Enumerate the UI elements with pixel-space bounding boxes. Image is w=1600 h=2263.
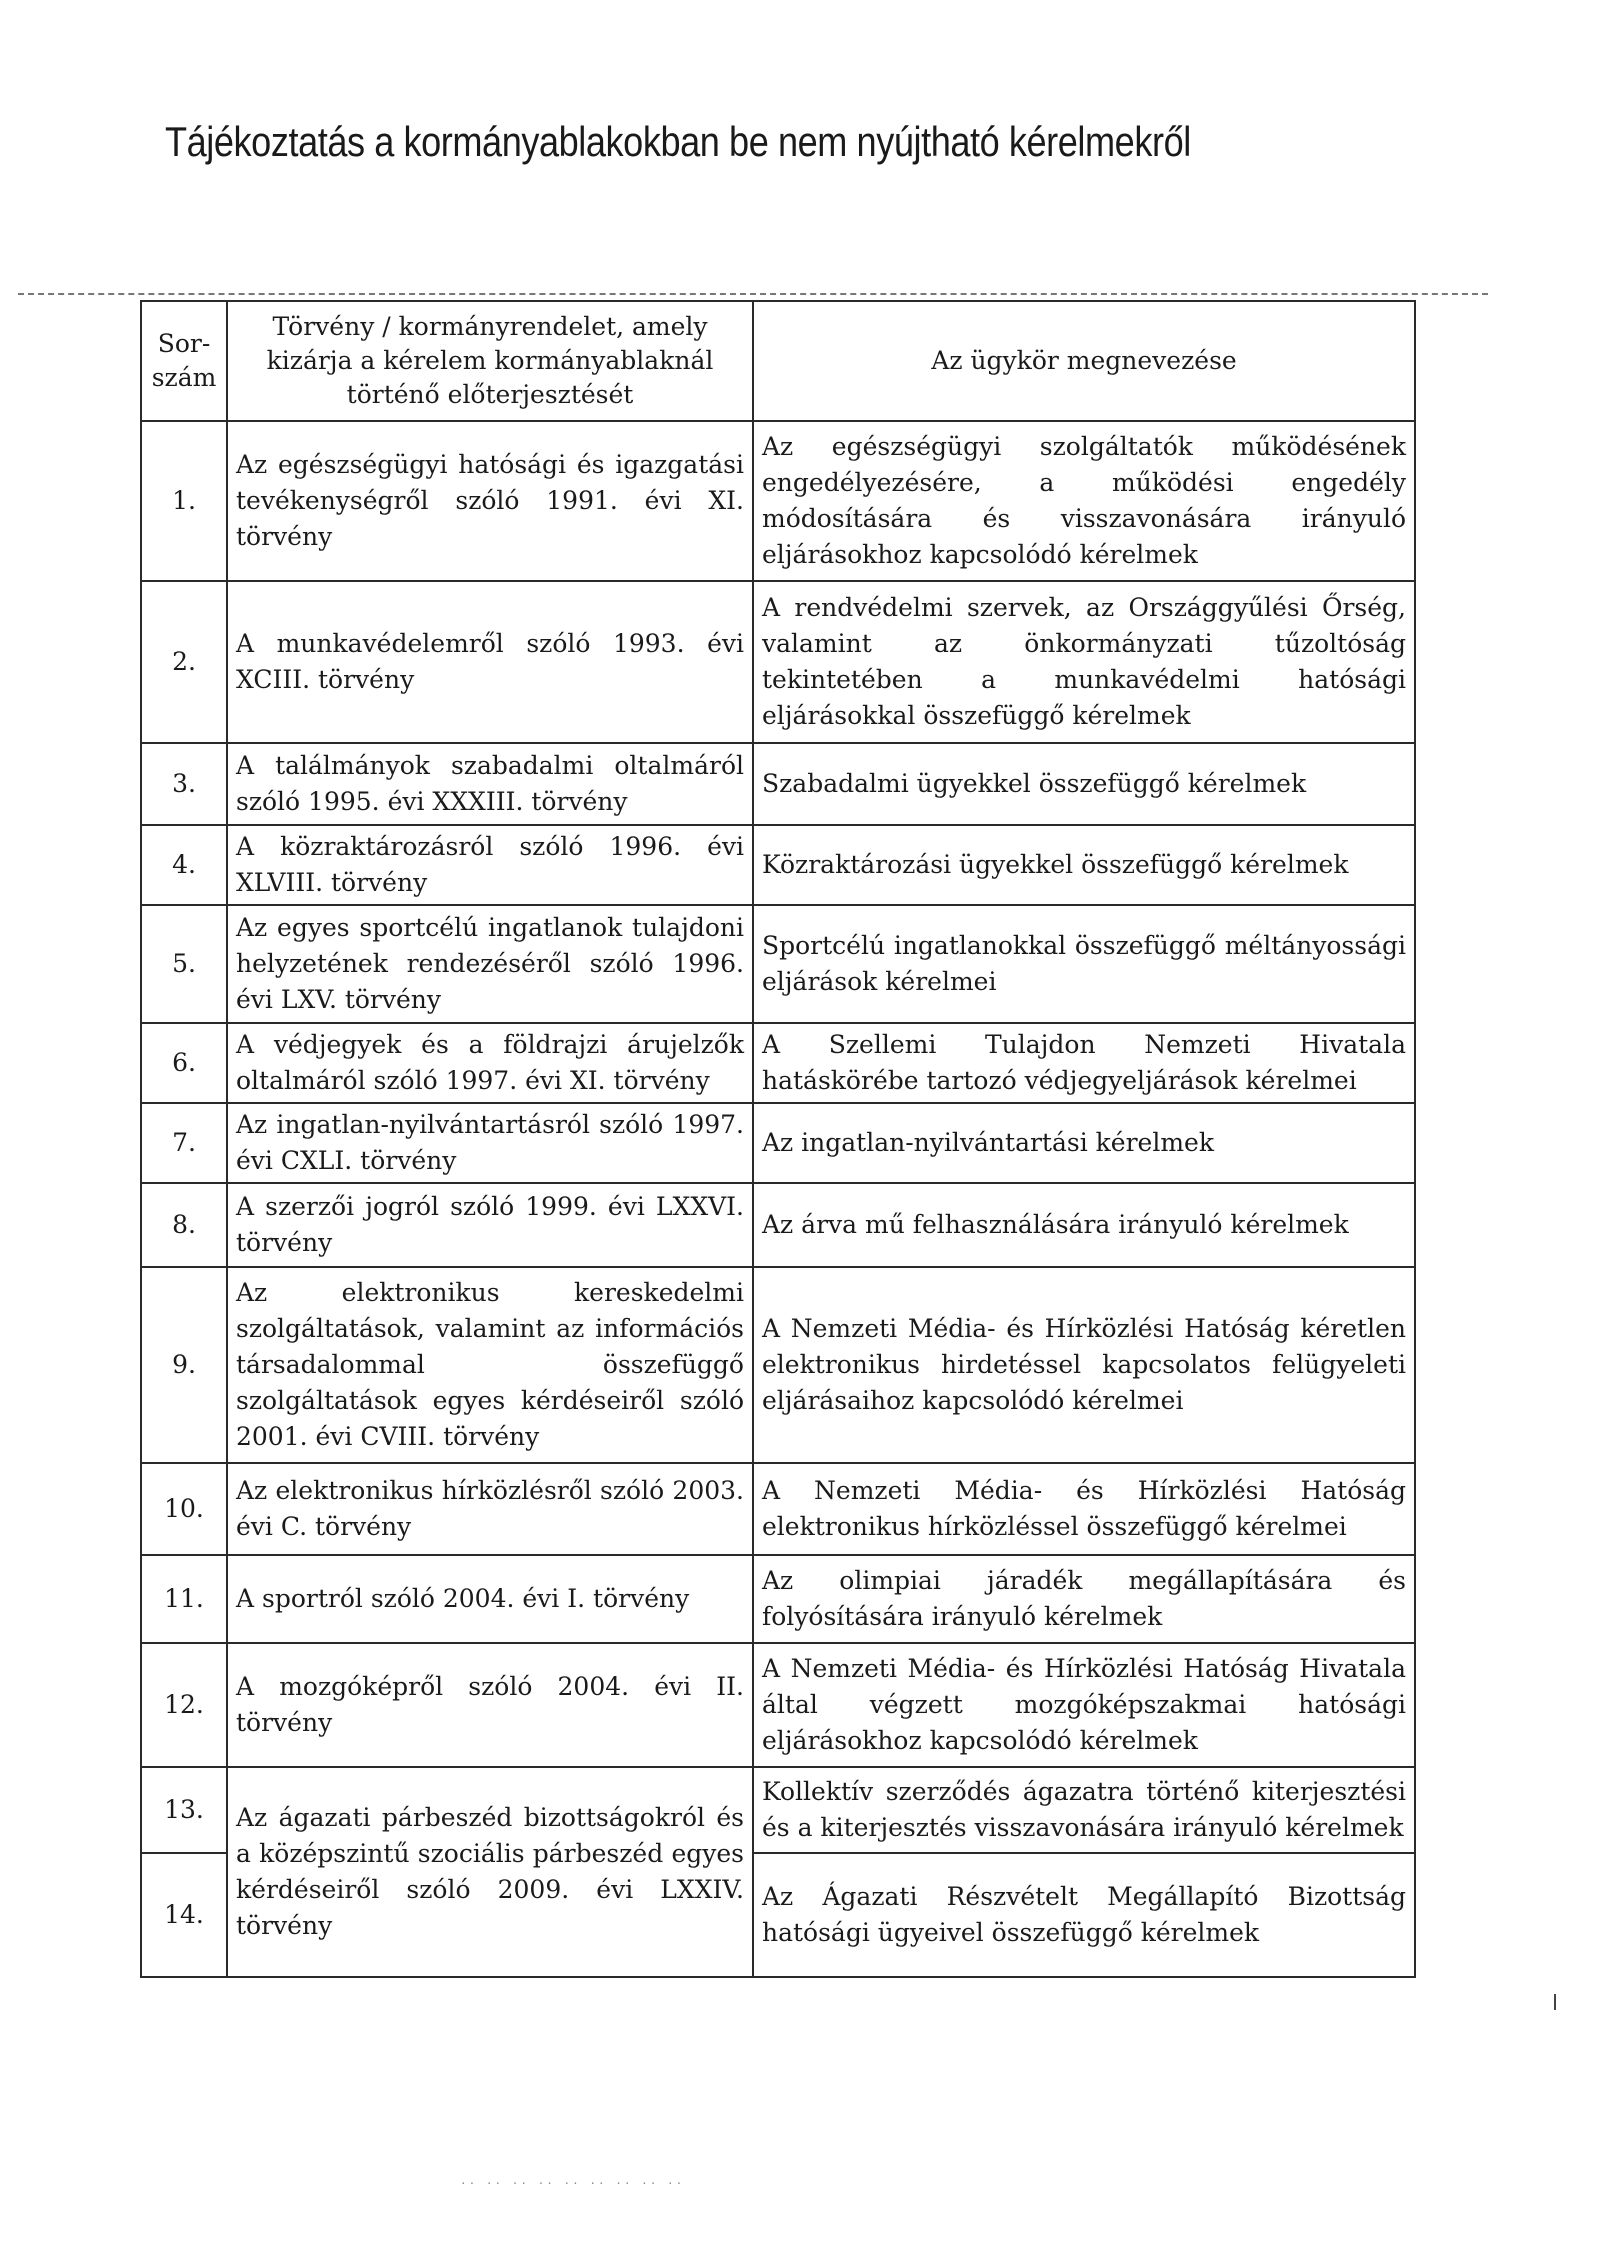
row-case-type: Kollektív szerződés ágazatra történő kiterjesztési és a kiterjesztés visszavonására irányuló kérelmek bbox=[753, 1767, 1415, 1853]
row-case-type: Sportcélú ingatlanokkal összefüggő méltányossági eljárások kérelmei bbox=[753, 905, 1415, 1023]
row-number: 10. bbox=[141, 1463, 227, 1555]
row-case-type: Közraktározási ügyekkel összefüggő kérelmek bbox=[753, 825, 1415, 905]
table-row bbox=[141, 1463, 1415, 1555]
row-number: 4. bbox=[141, 825, 227, 905]
row-case-type: A Nemzeti Média- és Hírközlési Hatóság Hivatala által végzett mozgóképszakmai hatósági eljárásokhoz kapcsolódó kérelmek bbox=[753, 1643, 1415, 1767]
row-number: 3. bbox=[141, 743, 227, 825]
table-row bbox=[141, 1183, 1415, 1267]
row-law: A közraktározásról szóló 1996. évi XLVIII. törvény bbox=[227, 825, 753, 905]
row-law: A védjegyek és a földrajzi árujelzők oltalmáról szóló 1997. évi XI. törvény bbox=[227, 1023, 753, 1103]
top-rule bbox=[18, 293, 1488, 295]
header-serial-number: Sor-szám bbox=[141, 301, 227, 421]
row-law: A munkavédelemről szóló 1993. évi XCIII. törvény bbox=[227, 581, 753, 743]
row-case-type: Szabadalmi ügyekkel összefüggő kérelmek bbox=[753, 743, 1415, 825]
row-case-type: Az egészségügyi szolgáltatók működésének engedélyezésére, a működési engedély módosítására és visszavonására irányuló eljárásokhoz kapcsolódó kérelmek bbox=[753, 421, 1415, 581]
row-law: A sportról szóló 2004. évi I. törvény bbox=[227, 1555, 753, 1643]
row-number: 11. bbox=[141, 1555, 227, 1643]
row-law: A szerzői jogról szóló 1999. évi LXXVI. törvény bbox=[227, 1183, 753, 1267]
row-law: Az egyes sportcélú ingatlanok tulajdoni helyzetének rendezéséről szóló 1996. évi LXV. törvény bbox=[227, 905, 753, 1023]
row-case-type: Az olimpiai járadék megállapítására és folyósítására irányuló kérelmek bbox=[753, 1555, 1415, 1643]
row-law: Az ágazati párbeszéd bizottságokról és a középszintű szociális párbeszéd egyes kérdéseiről szóló 2009. évi LXXIV. törvény bbox=[227, 1767, 753, 1977]
row-case-type: Az árva mű felhasználására irányuló kérelmek bbox=[753, 1183, 1415, 1267]
row-law: Az ingatlan-nyilvántartásról szóló 1997. évi CXLI. törvény bbox=[227, 1103, 753, 1183]
table-row bbox=[141, 825, 1415, 905]
row-case-type: Az Ágazati Részvételt Megállapító Bizottság hatósági ügyeivel összefüggő kérelmek bbox=[753, 1853, 1415, 1977]
table-header-row bbox=[141, 301, 1415, 421]
row-number: 7. bbox=[141, 1103, 227, 1183]
row-number: 9. bbox=[141, 1267, 227, 1463]
table-row bbox=[141, 581, 1415, 743]
row-number: 12. bbox=[141, 1643, 227, 1767]
page-title: Tájékoztatás a kormányablakokban be nem nyújtható kérelmekről bbox=[165, 118, 1191, 165]
table-row bbox=[141, 743, 1415, 825]
row-case-type: Az ingatlan-nyilvántartási kérelmek bbox=[753, 1103, 1415, 1183]
row-law: Az egészségügyi hatósági és igazgatási tevékenységről szóló 1991. évi XI. törvény bbox=[227, 421, 753, 581]
row-number: 2. bbox=[141, 581, 227, 743]
requests-table bbox=[140, 300, 1416, 1978]
row-law: A mozgóképről szóló 2004. évi II. törvény bbox=[227, 1643, 753, 1767]
table-row bbox=[141, 421, 1415, 581]
page-footer: ·· ·· ·· ·· ·· ·· ·· ·· ·· bbox=[460, 2177, 685, 2190]
row-number: 6. bbox=[141, 1023, 227, 1103]
row-number: 5. bbox=[141, 905, 227, 1023]
header-law: Törvény / kormányrendelet, amely kizárja a kérelem kormányablaknál történő előterjesztését bbox=[227, 301, 753, 421]
row-case-type: A Nemzeti Média- és Hírközlési Hatóság kéretlen elektronikus hirdetéssel kapcsolatos felügyeleti eljárásaihoz kapcsolódó kérelmei bbox=[753, 1267, 1415, 1463]
table-row bbox=[141, 1767, 1415, 1853]
row-law: Az elektronikus kereskedelmi szolgáltatások, valamint az információs társadalommal összefüggő szolgáltatások egyes kérdéseiről szóló 2001. évi CVIII. törvény bbox=[227, 1267, 753, 1463]
row-number: 14. bbox=[141, 1853, 227, 1977]
row-case-type: A Nemzeti Média- és Hírközlési Hatóság elektronikus hírközléssel összefüggő kérelmei bbox=[753, 1463, 1415, 1555]
table-row bbox=[141, 1555, 1415, 1643]
table-row bbox=[141, 1103, 1415, 1183]
row-law: Az elektronikus hírközlésről szóló 2003. évi C. törvény bbox=[227, 1463, 753, 1555]
row-number: 13. bbox=[141, 1767, 227, 1853]
row-case-type: A Szellemi Tulajdon Nemzeti Hivatala hatáskörébe tartozó védjegyeljárások kérelmei bbox=[753, 1023, 1415, 1103]
header-case-type: Az ügykör megnevezése bbox=[753, 301, 1415, 421]
row-number: 8. bbox=[141, 1183, 227, 1267]
table-row bbox=[141, 1643, 1415, 1767]
row-case-type: A rendvédelmi szervek, az Országgyűlési Őrség, valamint az önkormányzati tűzoltóság tekintetében a munkavédelmi hatósági eljárásokkal összefüggő kérelmek bbox=[753, 581, 1415, 743]
table-row bbox=[141, 1267, 1415, 1463]
row-number: 1. bbox=[141, 421, 227, 581]
margin-mark bbox=[1554, 1994, 1556, 2010]
table-row bbox=[141, 905, 1415, 1023]
table-row bbox=[141, 1023, 1415, 1103]
row-law: A találmányok szabadalmi oltalmáról szóló 1995. évi XXXIII. törvény bbox=[227, 743, 753, 825]
